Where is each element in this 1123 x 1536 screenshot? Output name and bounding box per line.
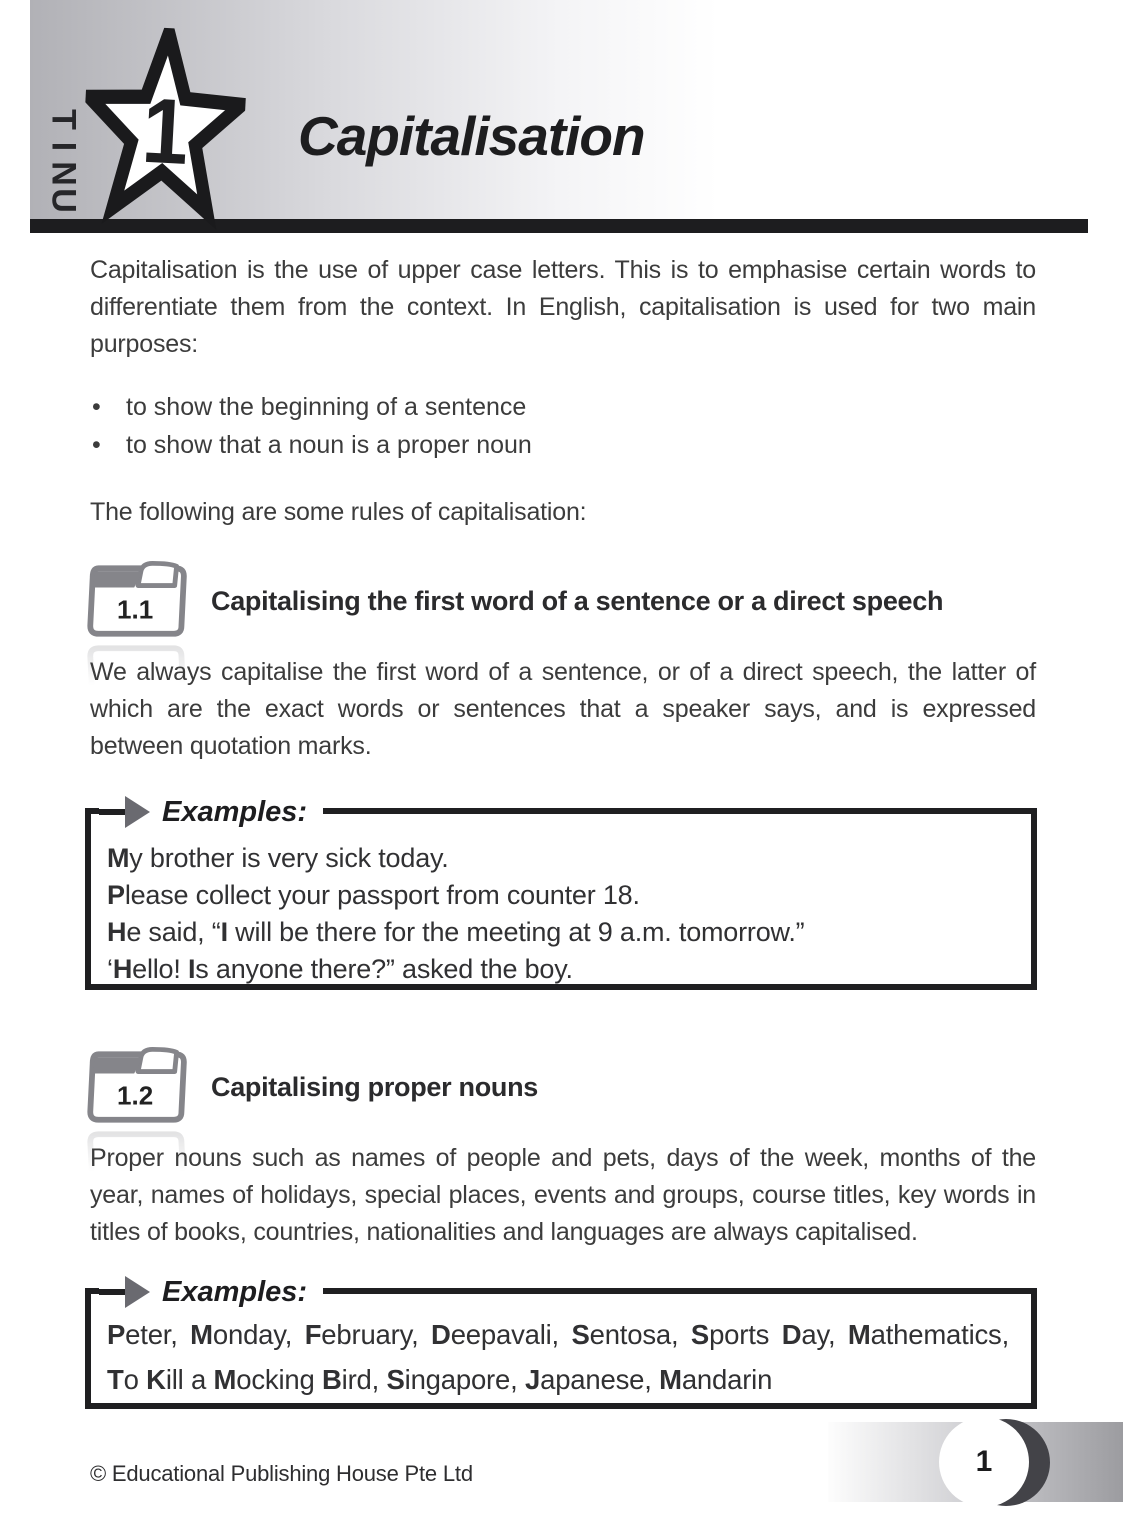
folder-icon [85,560,193,642]
bullet-list [92,388,992,464]
section-number: 1.2 [117,1080,154,1111]
section-number: 1.1 [117,594,154,625]
bullet-text: to show that a noun is a proper noun [126,431,532,459]
examples-content [91,814,1031,988]
examples-label [99,791,323,833]
unit-number: 1 [139,77,192,184]
arrow-tail [99,809,125,815]
list-item [92,388,992,426]
section-title: Capitalising the first word of a sentence or a direct speech [211,585,944,616]
arrow-tail [99,1289,125,1295]
lead-in-text: The following are some rules of capitalisation: [90,498,587,526]
page-title: Capitalisation [298,105,645,167]
section-body: We always capitalise the first word of a sentence, or of a direct speech, the latter of which are the exact words or sentences that a speaker says, and is expressed between quotation marks. [90,658,1036,760]
section-body: Proper nouns such as names of people and pets, days of the week, months of the year, names of holidays, special places, events and groups, course titles, key words in titles of books, countries, nationalities and languages are always capitalised. [90,1144,1036,1246]
example-line: ‘Hello! Is anyone there?” asked the boy. [107,954,573,984]
page-number-badge [939,1417,1029,1507]
example-line: Peter, Monday, February, Deepavali, Sentosa, Sports Day, Mathematics, [107,1319,1010,1350]
example-line: Please collect your passport from counter 18. [107,880,640,910]
list-item [92,426,992,464]
examples-label-text: Examples: [162,795,308,828]
arrow-icon [125,796,150,828]
arrow-icon [125,1276,150,1308]
examples-label-text: Examples: [162,1275,308,1308]
bullet-icon: • [92,431,101,459]
bullet-icon: • [92,393,101,421]
copyright-text: © Educational Publishing House Pte Ltd [90,1461,473,1486]
examples-box [85,1275,1037,1409]
section-heading-1-2 [85,1046,538,1128]
star-icon [79,24,249,236]
examples-box [85,795,1037,990]
example-line: He said, “I will be there for the meeting at 9 a.m. tomorrow.” [107,917,805,947]
example-line: To Kill a Mocking Bird, Singapore, Japanese, Mandarin [107,1364,773,1395]
intro-paragraph: Capitalisation is the use of upper case letters. This is to emphasise certain words to differentiate them from the context. In English, capitalisation is used for two main purposes: [90,256,1036,358]
section-title: Capitalising proper nouns [211,1071,539,1102]
page-number: 1 [975,1445,993,1478]
example-line: My brother is very sick today. [107,843,449,873]
unit-star-badge [79,24,249,236]
folder-icon [85,1046,193,1128]
bullet-text: to show the beginning of a sentence [126,393,527,421]
examples-label [99,1271,323,1313]
unit-vertical-label: T I N U [44,109,83,213]
section-heading-1-1 [85,560,943,642]
